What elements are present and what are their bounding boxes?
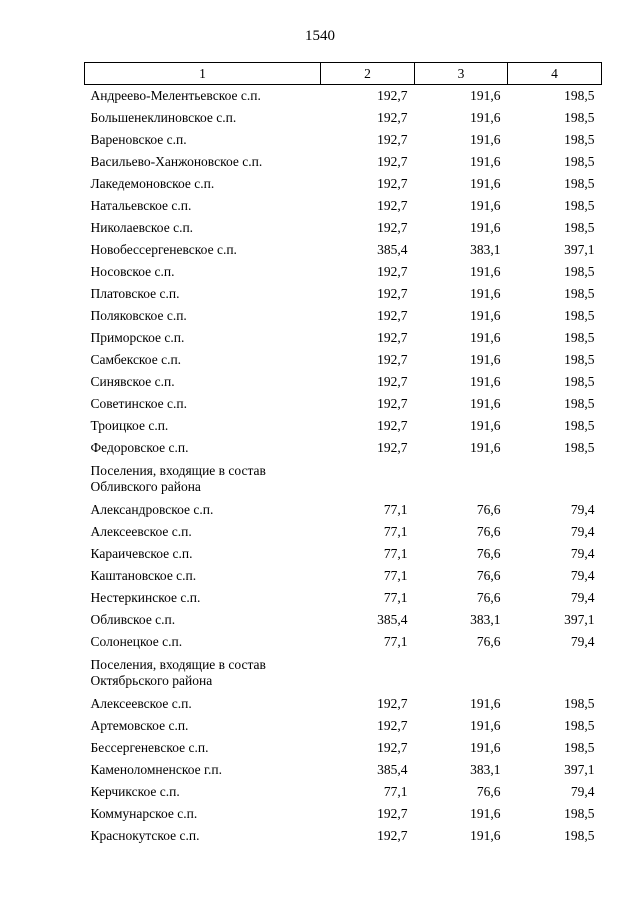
settlement-name-cell: Советинское с.п.	[90, 396, 188, 411]
section-title	[85, 653, 602, 693]
table-row	[85, 195, 602, 217]
column-header-3: 3	[415, 63, 508, 85]
settlement-name-cell: Алексеевское с.п.	[90, 524, 192, 539]
value-cell-col2: 385,4	[377, 762, 408, 777]
column-header-1: 1	[85, 63, 321, 85]
value-cell-col2: 385,4	[377, 242, 408, 257]
value-cell-col2: 192,7	[377, 718, 408, 733]
value-cell-col2: 192,7	[377, 696, 408, 711]
value-cell-col2: 77,1	[383, 634, 408, 649]
value-cell-col4: 397,1	[564, 762, 595, 777]
value-cell-col4: 397,1	[564, 612, 595, 627]
value-cell-col3: 383,1	[470, 242, 501, 257]
table-row	[85, 261, 602, 283]
value-cell-col2: 77,1	[383, 568, 408, 583]
table-row	[85, 781, 602, 803]
table-row	[85, 737, 602, 759]
column-header-2: 2	[321, 63, 415, 85]
table-row	[85, 693, 602, 715]
value-cell-col3: 191,6	[470, 440, 501, 455]
value-cell-col3: 191,6	[470, 110, 501, 125]
table-header	[85, 63, 602, 85]
section-title-line-2: Обливского района	[90, 479, 201, 494]
value-cell-col3: 191,6	[470, 718, 501, 733]
settlement-name-cell: Николаевское с.п.	[90, 220, 194, 235]
value-cell-col2: 77,1	[383, 784, 408, 799]
value-cell-col4: 198,5	[564, 396, 595, 411]
value-cell-col4: 198,5	[564, 696, 595, 711]
value-cell-col4: 198,5	[564, 286, 595, 301]
table-row	[85, 173, 602, 195]
value-cell-col2: 192,7	[377, 418, 408, 433]
table-row	[85, 715, 602, 737]
value-cell-col4: 198,5	[564, 806, 595, 821]
table-row	[85, 565, 602, 587]
value-cell-col2: 192,7	[377, 374, 408, 389]
value-cell-col3: 191,6	[470, 374, 501, 389]
value-cell-col2: 192,7	[377, 352, 408, 367]
value-cell-col2: 192,7	[377, 176, 408, 191]
value-cell-col3: 191,6	[470, 696, 501, 711]
value-cell-col4: 198,5	[564, 154, 595, 169]
value-cell-col2: 192,7	[377, 286, 408, 301]
value-cell-col3: 76,6	[476, 546, 501, 561]
table-row	[85, 415, 602, 437]
settlement-name-cell: Артемовское с.п.	[90, 718, 189, 733]
value-cell-col3: 191,6	[470, 176, 501, 191]
settlement-name-cell: Носовское с.п.	[90, 264, 175, 279]
value-cell-col4: 79,4	[570, 634, 595, 649]
table-row	[85, 521, 602, 543]
value-cell-col3: 191,6	[470, 740, 501, 755]
value-cell-col4: 198,5	[564, 828, 595, 843]
settlement-name-cell: Нестеркинское с.п.	[90, 590, 201, 605]
value-cell-col4: 198,5	[564, 440, 595, 455]
value-cell-col2: 192,7	[377, 88, 408, 103]
table-row	[85, 129, 602, 151]
section-title	[85, 459, 602, 499]
value-cell-col2: 192,7	[377, 330, 408, 345]
allocation-table	[84, 62, 602, 847]
settlement-name-cell: Бессергеневское с.п.	[90, 740, 209, 755]
value-cell-col4: 198,5	[564, 330, 595, 345]
table-row	[85, 305, 602, 327]
value-cell-col3: 191,6	[470, 286, 501, 301]
value-cell-col4: 79,4	[570, 568, 595, 583]
value-cell-col4: 198,5	[564, 132, 595, 147]
table-row	[85, 349, 602, 371]
table-row	[85, 437, 602, 459]
value-cell-col3: 76,6	[476, 524, 501, 539]
settlement-name-cell: Большенеклиновское с.п.	[90, 110, 237, 125]
settlement-name-cell: Солонецкое с.п.	[90, 634, 183, 649]
value-cell-col3: 191,6	[470, 198, 501, 213]
value-cell-col4: 198,5	[564, 352, 595, 367]
table-row	[85, 239, 602, 261]
section-header-row	[85, 653, 602, 693]
settlement-name-cell: Натальевское с.п.	[90, 198, 192, 213]
value-cell-col2: 192,7	[377, 308, 408, 323]
value-cell-col2: 192,7	[377, 396, 408, 411]
table-row	[85, 609, 602, 631]
value-cell-col2: 192,7	[377, 132, 408, 147]
value-cell-col4: 198,5	[564, 308, 595, 323]
value-cell-col4: 79,4	[570, 502, 595, 517]
value-cell-col4: 79,4	[570, 546, 595, 561]
header-row	[85, 63, 602, 85]
page-number: 1540	[305, 28, 335, 44]
section-title-line-1: Поселения, входящие в состав	[90, 463, 266, 478]
section-title-line-1: Поселения, входящие в состав	[90, 657, 266, 672]
value-cell-col2: 192,7	[377, 806, 408, 821]
settlement-name-cell: Лакедемоновское с.п.	[90, 176, 215, 191]
settlement-name-cell: Каменоломненское г.п.	[90, 762, 222, 777]
value-cell-col3: 76,6	[476, 502, 501, 517]
allocation-table-container	[84, 62, 601, 847]
value-cell-col2: 192,7	[377, 198, 408, 213]
table-row	[85, 327, 602, 349]
table-row	[85, 107, 602, 129]
value-cell-col3: 191,6	[470, 88, 501, 103]
value-cell-col3: 191,6	[470, 806, 501, 821]
settlement-name-cell: Синявское с.п.	[90, 374, 175, 389]
settlement-name-cell: Федоровское с.п.	[90, 440, 189, 455]
settlement-name-cell: Платовское с.п.	[90, 286, 180, 301]
value-cell-col3: 191,6	[470, 220, 501, 235]
value-cell-col3: 191,6	[470, 330, 501, 345]
value-cell-col2: 192,7	[377, 740, 408, 755]
value-cell-col3: 191,6	[470, 154, 501, 169]
table-row	[85, 631, 602, 653]
value-cell-col3: 76,6	[476, 634, 501, 649]
settlement-name-cell: Обливское с.п.	[90, 612, 176, 627]
settlement-name-cell: Александровское с.п.	[90, 502, 214, 517]
value-cell-col4: 198,5	[564, 176, 595, 191]
value-cell-col2: 192,7	[377, 440, 408, 455]
value-cell-col3: 76,6	[476, 568, 501, 583]
table-row	[85, 151, 602, 173]
table-row	[85, 499, 602, 521]
table-row	[85, 803, 602, 825]
table-row	[85, 283, 602, 305]
value-cell-col4: 79,4	[570, 590, 595, 605]
value-cell-col4: 198,5	[564, 374, 595, 389]
value-cell-col3: 191,6	[470, 352, 501, 367]
table-row	[85, 825, 602, 847]
settlement-name-cell: Приморское с.п.	[90, 330, 185, 345]
value-cell-col2: 77,1	[383, 546, 408, 561]
table-row	[85, 759, 602, 781]
value-cell-col3: 383,1	[470, 762, 501, 777]
table-row	[85, 393, 602, 415]
value-cell-col4: 198,5	[564, 220, 595, 235]
value-cell-col4: 198,5	[564, 418, 595, 433]
settlement-name-cell: Караичевское с.п.	[90, 546, 193, 561]
settlement-name-cell: Самбекское с.п.	[90, 352, 182, 367]
value-cell-col3: 191,6	[470, 264, 501, 279]
value-cell-col4: 79,4	[570, 784, 595, 799]
settlement-name-cell: Поляковское с.п.	[90, 308, 187, 323]
value-cell-col2: 77,1	[383, 524, 408, 539]
value-cell-col3: 191,6	[470, 828, 501, 843]
value-cell-col4: 198,5	[564, 88, 595, 103]
value-cell-col2: 77,1	[383, 502, 408, 517]
table-row	[85, 371, 602, 393]
value-cell-col2: 77,1	[383, 590, 408, 605]
value-cell-col3: 383,1	[470, 612, 501, 627]
table-row	[85, 543, 602, 565]
value-cell-col4: 79,4	[570, 524, 595, 539]
settlement-name-cell: Керчикское с.п.	[90, 784, 180, 799]
value-cell-col3: 76,6	[476, 590, 501, 605]
value-cell-col4: 198,5	[564, 110, 595, 125]
settlement-name-cell: Васильево-Ханжоновское с.п.	[90, 154, 263, 169]
settlement-name-cell: Каштановское с.п.	[90, 568, 197, 583]
settlement-name-cell: Троицкое с.п.	[90, 418, 169, 433]
section-header-row	[85, 459, 602, 499]
value-cell-col4: 198,5	[564, 718, 595, 733]
table-body	[85, 85, 602, 848]
value-cell-col3: 191,6	[470, 132, 501, 147]
value-cell-col2: 192,7	[377, 110, 408, 125]
settlement-name-cell: Коммунарское с.п.	[90, 806, 198, 821]
value-cell-col2: 192,7	[377, 264, 408, 279]
table-row	[85, 85, 602, 108]
value-cell-col4: 198,5	[564, 740, 595, 755]
value-cell-col4: 397,1	[564, 242, 595, 257]
column-header-4: 4	[508, 63, 602, 85]
settlement-name-cell: Вареновское с.п.	[90, 132, 187, 147]
value-cell-col2: 385,4	[377, 612, 408, 627]
value-cell-col2: 192,7	[377, 828, 408, 843]
section-title-line-2: Октябрьского района	[90, 673, 213, 688]
value-cell-col3: 191,6	[470, 308, 501, 323]
value-cell-col3: 191,6	[470, 418, 501, 433]
value-cell-col3: 191,6	[470, 396, 501, 411]
value-cell-col2: 192,7	[377, 220, 408, 235]
value-cell-col2: 192,7	[377, 154, 408, 169]
settlement-name-cell: Краснокутское с.п.	[90, 828, 200, 843]
settlement-name-cell: Новобессергеневское с.п.	[90, 242, 237, 257]
value-cell-col4: 198,5	[564, 264, 595, 279]
table-row	[85, 217, 602, 239]
value-cell-col4: 198,5	[564, 198, 595, 213]
table-row	[85, 587, 602, 609]
settlement-name-cell: Алексеевское с.п.	[90, 696, 192, 711]
settlement-name-cell: Андреево-Мелентьевское с.п.	[90, 88, 261, 103]
value-cell-col3: 76,6	[476, 784, 501, 799]
